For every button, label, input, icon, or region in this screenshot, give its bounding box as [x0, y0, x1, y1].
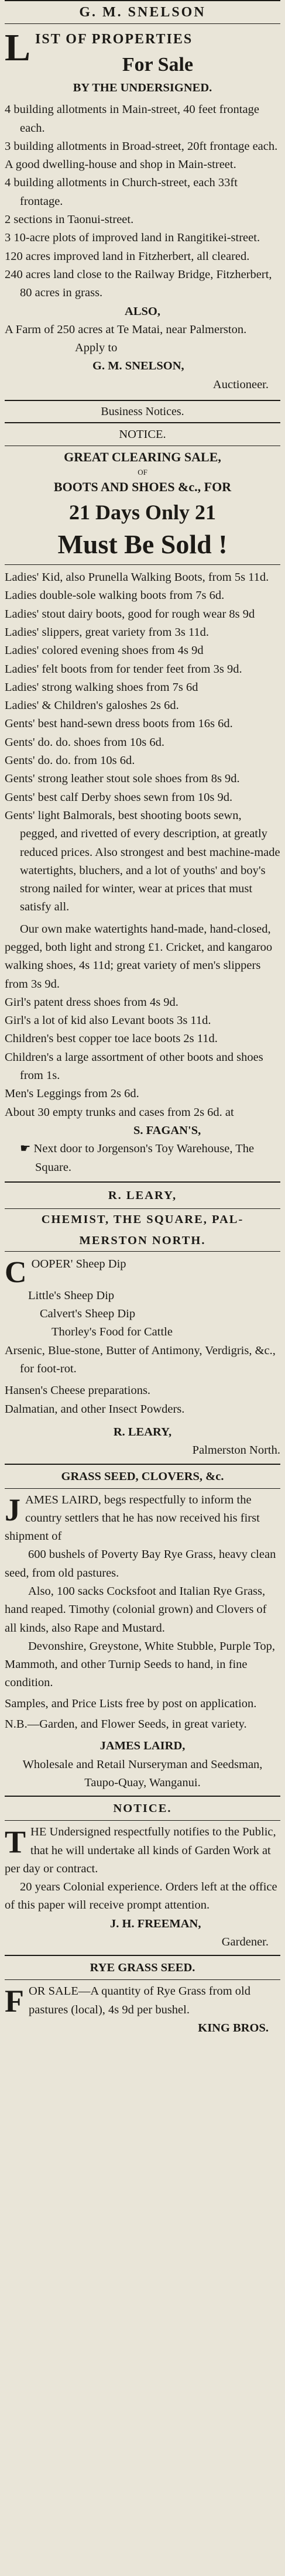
- list-item: 240 acres land close to the Railway Bridge, Fitzherbert, 80 acres in grass.: [5, 268, 272, 300]
- divider: [5, 1820, 280, 1821]
- list-item: Ladies' colored evening shoes from 4s 9d: [5, 644, 204, 657]
- list-item: Children's best copper toe lace boots 2s 11d.: [5, 1032, 218, 1046]
- list-item: Hansen's Cheese preparations.: [5, 1384, 151, 1397]
- advertiser-name: S. FAGAN'S,: [133, 1123, 201, 1137]
- property-list: [5, 101, 280, 302]
- ad-header: G. M. SNELSON: [79, 5, 206, 20]
- ad-subtitle: For Sale: [122, 54, 194, 76]
- advertiser-address: Taupo-Quay, Wanganui.: [84, 1776, 201, 1789]
- list-item: Ladies' & Children's galoshes 2s 6d.: [5, 699, 179, 712]
- ad-body: HE Undersigned respectfully notifies to the Public, that he will undertake all kinds of Garden Work at per day or contract.: [5, 1825, 276, 1875]
- advertiser-name: KING BROS.: [198, 2021, 269, 2034]
- list-item: Gents' do. do. from 10s 6d.: [5, 754, 135, 768]
- advertiser-trade: Wholesale and Retail Nurseryman and Seedsman,: [22, 1758, 263, 1771]
- drop-cap: J: [5, 1492, 20, 1527]
- ad-header: GRASS SEED, CLOVERS, &c.: [61, 1469, 224, 1483]
- list-item: Gents' strong leather stout sole shoes from 8s 9d.: [5, 772, 240, 786]
- apply-label: Apply to: [75, 341, 118, 355]
- laird-ad: [5, 1464, 280, 1793]
- ad-byline: BY THE UNDERSIGNED.: [73, 81, 212, 94]
- hand-pointer-icon: ☛: [20, 1142, 34, 1156]
- ad-header: NOTICE.: [119, 428, 166, 441]
- list-item: About 30 empty trunks and cases from 2s 6d. at: [5, 1105, 234, 1119]
- ad-title: MERSTON NORTH.: [79, 1234, 206, 1247]
- ad-title-of: OF: [138, 468, 147, 477]
- advertiser-name: R. LEARY,: [113, 1425, 172, 1438]
- ad-body: OR SALE—A quantity of Rye Grass from old pastures (local), 4s 9d per bushel.: [29, 1985, 250, 2016]
- list-item: 2 sections in Taonui-street.: [5, 213, 134, 227]
- advertiser-name: G. M. SNELSON,: [92, 359, 184, 373]
- list-item: Gents' best hand-sewn dress boots from 16s 6d.: [5, 717, 233, 731]
- snelson-ad: [5, 0, 280, 394]
- list-item: Dalmatian, and other Insect Powders.: [5, 1402, 185, 1416]
- list-item: Devonshire, Greystone, White Stubble, Purple Top, Mammoth, and other Turnip Seeds to hand, in fine condition.: [5, 1639, 275, 1690]
- ad-headline: Must Be Sold !: [57, 529, 228, 560]
- list-item: 3 building allotments in Broad-street, 20ft frontage each.: [5, 139, 278, 153]
- advertiser-role: Gardener.: [221, 1936, 269, 1949]
- list-item: Gents' best calf Derby shoes sewn from 10s 9d.: [5, 790, 233, 804]
- drop-cap: C: [5, 1255, 27, 1287]
- ad-header: RYE GRASS SEED.: [90, 1961, 195, 1975]
- divider: [5, 1488, 280, 1489]
- list-item: Gents' light Balmorals, best shooting boots sewn, pegged, and rivetted of every description, at greatly reduced prices. Also strongest and best machine-made watertights, bluchers, and a lot of youths' and boy's strong nailed for winter, wear at prices that must satisfy all.: [5, 809, 280, 914]
- price-list: [5, 568, 280, 1122]
- advertiser-name: J. H. FREEMAN,: [110, 1917, 201, 1930]
- address-text: Next door to Jorgenson's Toy Warehouse, The Square.: [33, 1142, 255, 1174]
- fagan-ad: [5, 423, 280, 1177]
- advertiser-name: JAMES LAIRD,: [99, 1739, 186, 1753]
- list-item: Girl's a lot of kid also Levant boots 3s 11d.: [5, 1014, 211, 1027]
- ad-title: GREAT CLEARING SALE,: [64, 450, 221, 465]
- drop-cap: T: [5, 1824, 26, 1860]
- list-item: Arsenic, Blue-stone, Butter of Antimony, Verdigris, &c., for foot-rot.: [5, 1344, 276, 1376]
- list-item: Ladies' felt boots from for tender feet from 3s 9d.: [5, 662, 242, 676]
- advertiser-place: Palmerston North.: [192, 1444, 280, 1457]
- samples-note: Samples, and Price Lists free by post on application.: [5, 1697, 257, 1710]
- king-ad: [5, 1955, 280, 2037]
- advertiser-role: Auctioneer.: [212, 378, 269, 391]
- list-item: Children's a large assortment of other boots and shoes from 1s.: [5, 1050, 263, 1083]
- ad-body: 20 years Colonial experience. Orders left at the office of this paper will receive prompt attention.: [5, 1880, 277, 1912]
- drop-cap: L: [5, 26, 31, 69]
- list-item: 4 building allotments in Main-street, 40 feet frontage each.: [5, 103, 259, 135]
- list-item: Girl's patent dress shoes from 4s 9d.: [5, 995, 178, 1009]
- nb-note: N.B.—Garden, and Flower Seeds, in great variety.: [5, 1718, 247, 1731]
- list-item: A Farm of 250 acres at Te Matai, near Palmerston.: [5, 323, 247, 336]
- section-banner: [5, 400, 280, 423]
- ad-header: R. LEARY,: [108, 1188, 177, 1202]
- ad-header: NOTICE.: [113, 1802, 172, 1815]
- list-item: 4 building allotments in Church-street, each 33ft frontage.: [5, 176, 238, 208]
- ad-title: CHEMIST, THE SQUARE, PAL-: [41, 1212, 244, 1226]
- divider: [5, 1979, 280, 1980]
- list-item: Thorley's Food for Cattle: [51, 1325, 173, 1339]
- ad-title: IST OF PROPERTIES: [35, 32, 193, 47]
- list-item: Calvert's Sheep Dip: [40, 1307, 136, 1321]
- section-title: Business Notices.: [101, 405, 184, 419]
- advertiser-address: [5, 1140, 280, 1177]
- list-item: 600 bushels of Poverty Bay Rye Grass, heavy clean seed, from old pastures.: [5, 1548, 276, 1580]
- list-item: Also, 100 sacks Cocksfoot and Italian Rye Grass, hand reaped. Timothy (colonial grown) and Clovers of all kinds, also Rape and Mustard.: [5, 1585, 267, 1635]
- also-label: ALSO,: [125, 304, 160, 318]
- list-item: Ladies' strong walking shoes from 7s 6d: [5, 680, 198, 694]
- list-item: Our own make watertights hand-made, hand-closed, pegged, both light and strong £1. Cricket, and kangaroo walking shoes, 4s 11d; great variety of men's slippers from 3s 9d.: [5, 922, 273, 991]
- freeman-ad: [5, 1796, 280, 1951]
- divider: [5, 564, 280, 565]
- list-item: 120 acres improved land in Fitzherbert, all cleared.: [5, 249, 250, 263]
- list-item: Ladies' slippers, great variety from 3s 11d.: [5, 625, 210, 639]
- drop-cap: F: [5, 1984, 24, 2019]
- ad-intro: AMES LAIRD, begs respectfully to inform the country settlers that he has now received his first shipment of: [5, 1493, 260, 1543]
- list-item: Ladies double-sole walking boots from 7s 6d.: [5, 589, 225, 602]
- list-item: 3 10-acre plots of improved land in Rangitikei-street.: [5, 231, 260, 245]
- list-item: Ladies' Kid, also Prunella Walking Boots, from 5s 11d.: [5, 571, 269, 584]
- ad-headline: 21 Days Only 21: [68, 501, 217, 525]
- ad-title: BOOTS AND SHOES &c., FOR: [53, 479, 232, 495]
- list-item: OOPER' Sheep Dip: [31, 1257, 126, 1270]
- list-item: Men's Leggings from 2s 6d.: [5, 1087, 139, 1101]
- leary-ad: [5, 1181, 280, 1460]
- list-item: Ladies' stout dairy boots, good for rough wear 8s 9d: [5, 607, 255, 621]
- divider: [5, 1251, 280, 1252]
- list-item: Gents' do. do. shoes from 10s 6d.: [5, 735, 165, 749]
- newspaper-column: [5, 0, 280, 2576]
- list-item: A good dwelling-house and shop in Main-street.: [5, 158, 236, 172]
- list-item: Little's Sheep Dip: [28, 1289, 115, 1302]
